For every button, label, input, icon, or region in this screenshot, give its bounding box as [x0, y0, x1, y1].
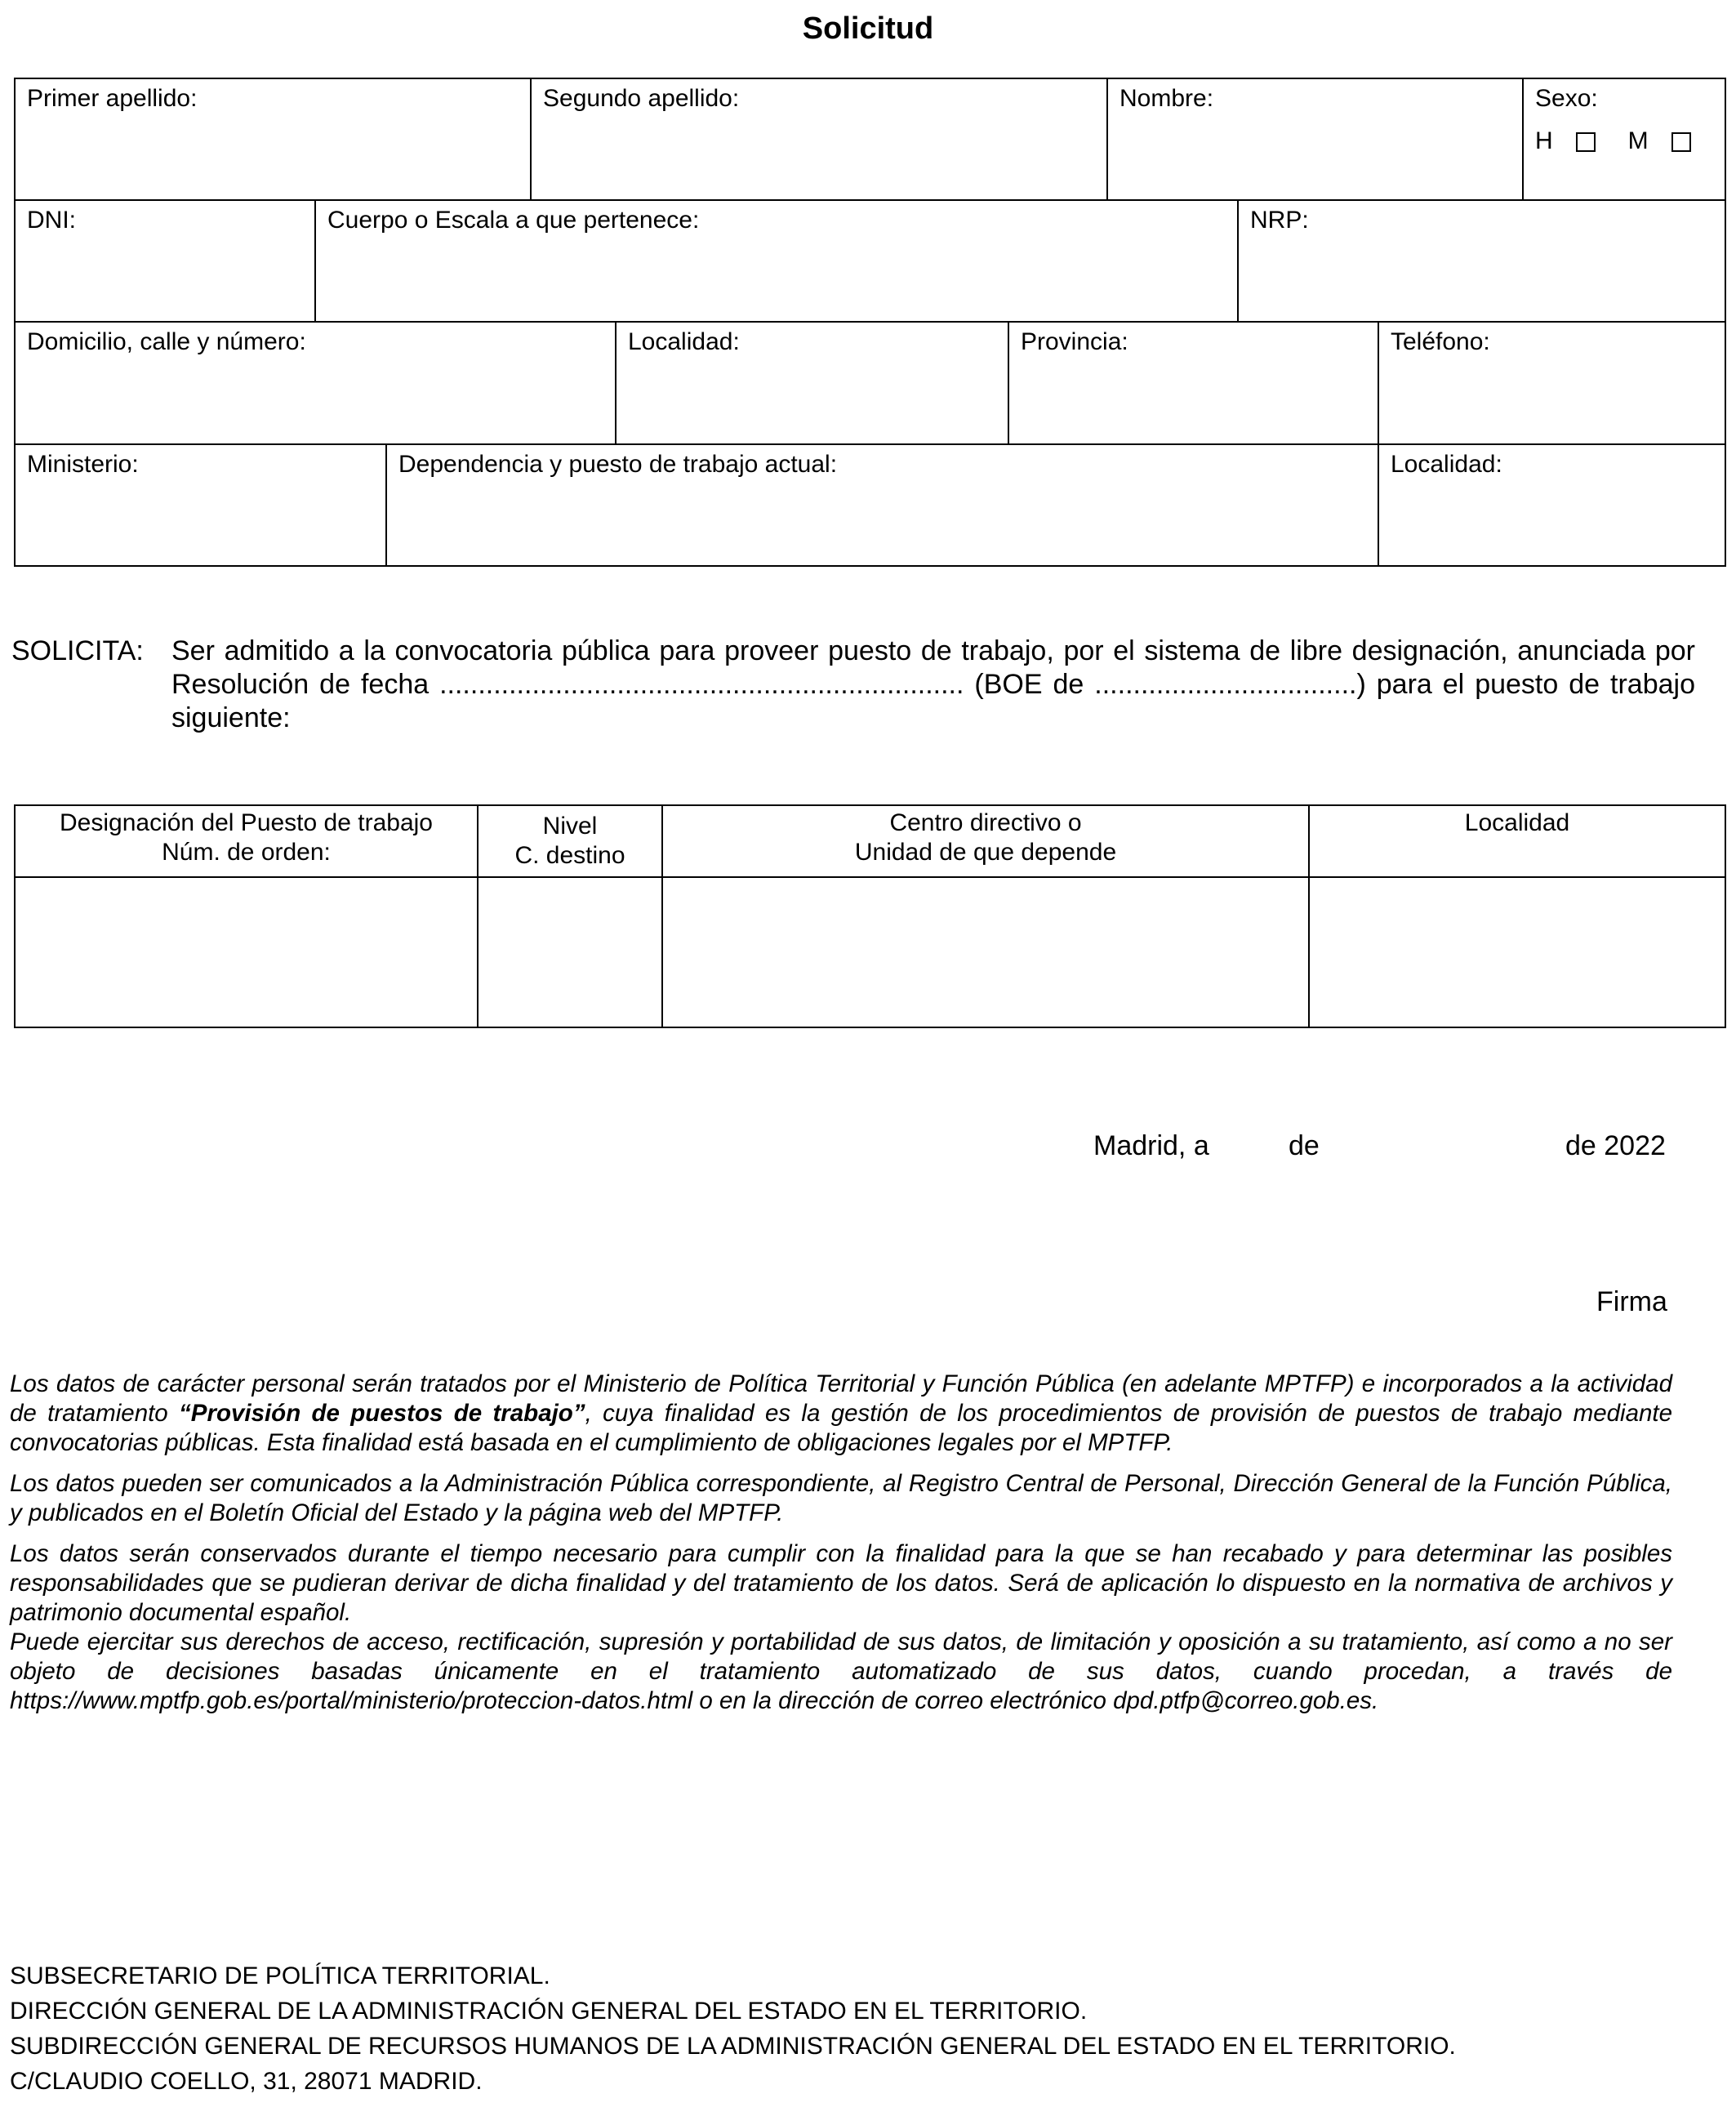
puesto-header-localidad [1309, 805, 1725, 877]
personal-row-4 [14, 443, 1726, 567]
ministerio-field[interactable] [15, 444, 386, 566]
fecha-madrid: Madrid, a [1093, 1130, 1209, 1161]
localidad-cell[interactable] [1309, 877, 1725, 1027]
legal-paragraph-1 [10, 1370, 1672, 1458]
legal-paragraph-3 [10, 1539, 1672, 1628]
telefono-label: Teléfono: [1391, 328, 1490, 355]
footer-line-3: SUBDIRECCIÓN GENERAL DE RECURSOS HUMANOS DE LA ADMINISTRACIÓN GENERAL DEL ESTADO EN EL TERRITORIO. [10, 2033, 1456, 2060]
designacion-line1: Designación del Puesto de trabajo [60, 809, 433, 836]
puesto-header-row [15, 805, 1725, 877]
provincia-label: Provincia: [1021, 328, 1128, 355]
footer-line-4: C/CLAUDIO COELLO, 31, 28071 MADRID. [10, 2068, 483, 2095]
puesto-table [14, 804, 1726, 1028]
localidad-actual-label: Localidad: [1391, 451, 1502, 478]
segundo-apellido-field[interactable] [531, 78, 1107, 200]
puesto-localidad-label: Localidad [1464, 809, 1570, 836]
legal-p3: Los datos serán conservados durante el tiempo necesario para cumplir con la finalidad para la que se han recabado y para determinar las posibles responsabilidades que se pudieran derivar de dicha finalidad y del tratamiento de los datos. Será de aplicación lo dispuesto en la normativa de archivos y patrimonio documental español. [10, 1540, 1672, 1626]
nombre-field[interactable] [1107, 78, 1523, 200]
localidad-field[interactable] [616, 322, 1008, 444]
dependencia-field[interactable] [386, 444, 1378, 566]
telefono-field[interactable] [1378, 322, 1725, 444]
footer-line-1: SUBSECRETARIO DE POLÍTICA TERRITORIAL. [10, 1962, 550, 1989]
puesto-header-designacion [15, 805, 478, 877]
firma-label: Firma [1596, 1286, 1667, 1317]
localidad-label: Localidad: [628, 328, 740, 355]
sexo-h-label: H [1535, 127, 1553, 154]
legal-p1-bold: “Provisión de puestos de trabajo” [179, 1400, 585, 1427]
solicita-text: Ser admitido a la convocatoria pública para proveer puesto de trabajo, por el sistema de libre designación, anunciada por Resolución de fecha .................................................................... (BOE de ..................................) para el puesto de trabajo siguiente: [171, 635, 1695, 733]
primer-apellido-label: Primer apellido: [27, 85, 198, 112]
domicilio-label: Domicilio, calle y número: [27, 328, 306, 355]
cuerpo-field[interactable] [315, 200, 1238, 322]
sexo-options [1524, 114, 1725, 156]
sexo-field [1523, 78, 1725, 200]
puesto-data-row [15, 877, 1725, 1027]
sexo-h-checkbox[interactable] [1576, 132, 1596, 152]
footer-line-2: DIRECCIÓN GENERAL DE LA ADMINISTRACIÓN GENERAL DEL ESTADO EN EL TERRITORIO. [10, 1998, 1088, 2025]
domicilio-field[interactable] [15, 322, 616, 444]
legal-p1-a: Los datos de carácter personal serán tratados por el Ministerio de Política Territorial y Función Pública (en adelante MPTFP) e incorporados a la actividad de tratamiento [10, 1370, 1672, 1427]
localidad-actual-field[interactable] [1378, 444, 1725, 566]
sexo-label: Sexo: [1535, 85, 1598, 112]
nrp-field[interactable] [1238, 200, 1725, 322]
sexo-m-checkbox[interactable] [1671, 132, 1691, 152]
legal-p1-b: , cuya finalidad es la gestión de los procedimientos de provisión de puestos de trabajo mediante convocatorias públicas. Esta finalidad está basada en el cumplimiento de obligaciones legales por el MPTFP. [10, 1400, 1673, 1456]
nombre-label: Nombre: [1119, 85, 1214, 112]
personal-row-1 [14, 78, 1726, 201]
page-title: Solicitud [802, 11, 934, 46]
personal-row-2 [14, 199, 1726, 323]
nivel-cell[interactable] [478, 877, 662, 1027]
centro-line1: Centro directivo o [889, 809, 1082, 836]
nivel-line2: C. destino [514, 842, 625, 869]
centro-line2: Unidad de que depende [854, 839, 1117, 866]
dependencia-label: Dependencia y puesto de trabajo actual: [398, 451, 838, 478]
sexo-m-label: M [1627, 127, 1649, 154]
primer-apellido-field[interactable] [15, 78, 531, 200]
segundo-apellido-label: Segundo apellido: [543, 85, 740, 112]
puesto-header-nivel [478, 805, 662, 877]
designacion-cell[interactable] [15, 877, 478, 1027]
dni-label: DNI: [27, 207, 76, 234]
provincia-field[interactable] [1008, 322, 1378, 444]
nivel-line1: Nivel [542, 813, 598, 840]
ministerio-label: Ministerio: [27, 451, 139, 478]
legal-paragraph-2 [10, 1469, 1672, 1528]
designacion-line2: Núm. de orden: [162, 839, 331, 866]
fecha-de-1: de [1289, 1130, 1320, 1161]
fecha-de-2: de 2022 [1565, 1130, 1666, 1161]
legal-p2: Los datos pueden ser comunicados a la Administración Pública correspondiente, al Registro Central de Personal, Dirección General de la Función Pública, y publicados en el Boletín Oficial del Estado y la página web del MPTFP. [10, 1470, 1672, 1526]
solicita-label: SOLICITA: [11, 635, 144, 666]
footer-address [10, 1958, 1456, 2099]
dni-field[interactable] [15, 200, 315, 322]
cuerpo-label: Cuerpo o Escala a que pertenece: [327, 207, 700, 234]
personal-row-3 [14, 321, 1726, 445]
nrp-label: NRP: [1250, 207, 1309, 234]
centro-cell[interactable] [662, 877, 1309, 1027]
legal-p4: Puede ejercitar sus derechos de acceso, rectificación, supresión y portabilidad de sus datos, de limitación y oposición a su tratamiento, así como a no ser objeto de decisiones basadas únicamente en el tratamiento automatizado de sus datos, cuando procedan, a través de https://www.mptfp.gob.es/portal/ministerio/proteccion-datos.html o en la dirección de correo electrónico dpd.ptfp@correo.gob.es. [10, 1628, 1672, 1714]
puesto-header-centro [662, 805, 1309, 877]
legal-paragraph-4 [10, 1628, 1672, 1716]
